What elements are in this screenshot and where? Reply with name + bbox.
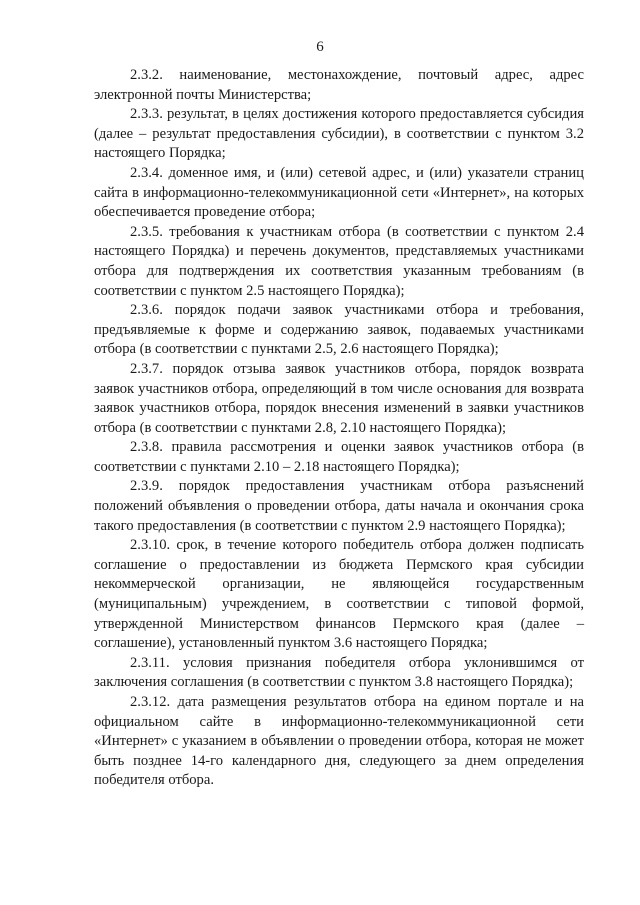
paragraph-2-3-6: 2.3.6. порядок подачи заявок участниками отбора и требования, предъявляемые к форме и содержанию заявок, подаваемых участниками отбора (в соответствии с пунктами 2.5, 2.6 настоящего Порядка); — [94, 302, 584, 358]
paragraph-2-3-12: 2.3.12. дата размещения результатов отбора на едином портале и на официальном сайте в информационно-телекоммуникационной сети «Интернет» с указанием в объявлении о проведении отбора, которая не может быть позднее 14-го календарного дня, следующего за днем определения победителя отбора. — [94, 694, 584, 789]
paragraph-2-3-8: 2.3.8. правила рассмотрения и оценки заявок участников отбора (в соответствии с пунктами 2.10 – 2.18 настоящего Порядка); — [94, 439, 584, 475]
paragraph-2-3-4: 2.3.4. доменное имя, и (или) сетевой адрес, и (или) указатели страниц сайта в информационно-телекоммуникационной сети «Интернет», на которых обеспечивается проведение отбора; — [94, 164, 584, 221]
paragraph-2-3-2: 2.3.2. наименование, местонахождение, почтовый адрес, адрес электронной почты Министерства; — [94, 67, 584, 103]
document-body — [94, 66, 584, 791]
paragraph-2-3-9: 2.3.9. порядок предоставления участникам отбора разъяснений положений объявления о проведении отбора, даты начала и окончания срока такого предоставления (в соответствии с пунктом 2.9 настоящего Порядка); — [94, 478, 584, 534]
paragraph-2-3-7: 2.3.7. порядок отзыва заявок участников отбора, порядок возврата заявок участников отбора, определяющий в том числе основания для возврата заявок участников отбора, порядок внесения изменений в заявки участников отбора (в соответствии с пунктами 2.8, 2.10 настоящего Порядка); — [94, 360, 584, 436]
paragraph-2-3-11: 2.3.11. условия признания победителя отбора уклонившимся от заключения соглашения (в соответствии с пунктом 3.8 настоящего Порядка); — [94, 654, 584, 691]
paragraph-2-3-5: 2.3.5. требования к участникам отбора (в соответствии с пунктом 2.4 настоящего Порядка) и перечень документов, представляемых участниками отбора для подтверждения их соответствия указанным требованиям (в соответствии с пунктом 2.5 настоящего Порядка); — [94, 223, 584, 299]
paragraph-2-3-3: 2.3.3. результат, в целях достижения которого предоставляется субсидия (далее – результат предоставления субсидии), в соответствии с пунктом 3.2 настоящего Порядка; — [94, 106, 584, 162]
page-number: 6 — [316, 39, 324, 55]
paragraph-2-3-10: 2.3.10. срок, в течение которого победитель отбора должен подписать соглашение о предоставлении из бюджета Пермского края субсидии некоммерческой организации, не являющейся государственным (муниципальным) учреждением, в соответствии с типовой формой, утвержденной Министерством финансов Пермского края (далее – соглашение), установленный пунктом 3.6 настоящего Порядка; — [94, 537, 584, 652]
